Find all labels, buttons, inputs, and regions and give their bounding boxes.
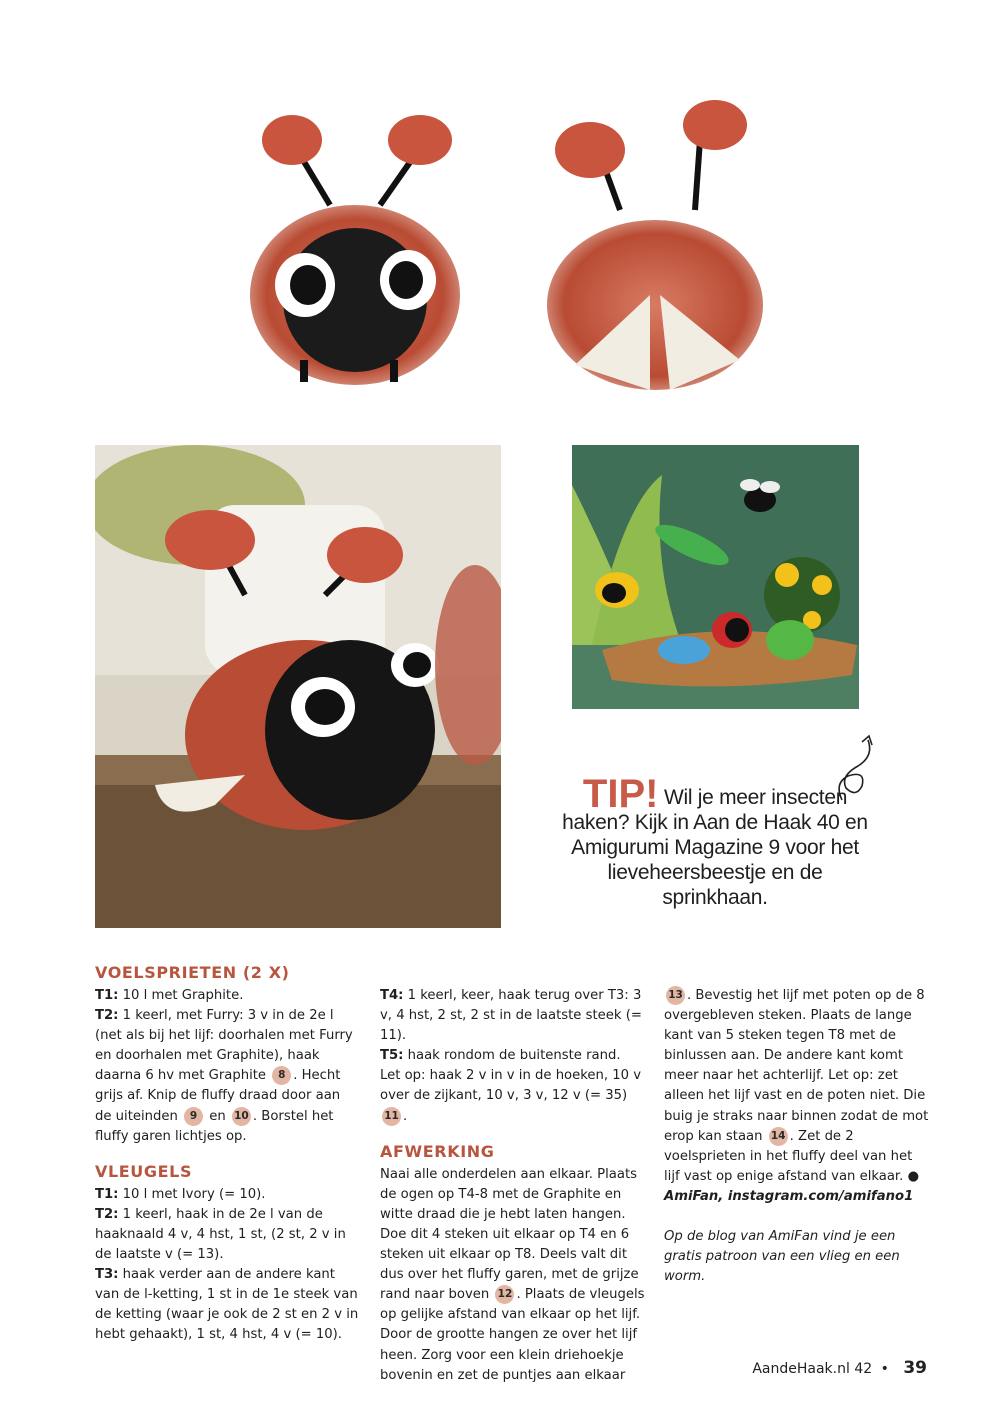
- tip-text: Wil je meer insecten haken? Kijk in Aan de Haak 40 en Amigurumi Magazine 9 voor het lieveheersbeestje en de sprinkhaan.: [562, 786, 868, 909]
- column-3: [664, 986, 929, 1287]
- column-2: [380, 986, 645, 1386]
- vleugels-t1: T1: 10 l met Ivory (= 10).: [95, 1186, 266, 1202]
- step-badge-8: 8: [272, 1066, 291, 1085]
- step-badge-10: 10: [232, 1107, 251, 1126]
- top-photo-moths: [180, 95, 830, 405]
- step-badge-9: 9: [184, 1107, 203, 1126]
- moth-back: [547, 100, 763, 390]
- step-badge-14: 14: [769, 1127, 788, 1146]
- section-title-vleugels: VLEUGELS: [95, 1161, 193, 1181]
- page-footer: [752, 1358, 927, 1378]
- column-1: [95, 960, 360, 1346]
- step-badge-11: 11: [382, 1107, 401, 1126]
- step-badge-13: 13: [666, 986, 685, 1005]
- right-photo-insects-plants: [572, 445, 859, 709]
- vleugels-t5: T5: haak rondom de buitenste rand. Let op: haak 2 v in v in de hoeken, 10 v over de zijkant, 10 v, 3 v, 12 v (= 35) 11 .: [380, 1048, 642, 1124]
- designer-credit: AmiFan, instagram.com/amifano1: [664, 1188, 914, 1204]
- footer-bullet: •: [880, 1361, 889, 1377]
- afwerking-continued: 13 . Bevestig het lijf met poten op de 8 overgebleven steken. Plaats de lange kant van 5 steken tegen T8 met de binlussen aan. De andere kant komt meer naar het achterlijf. Let op: zet alleen het lijf vast en de poten niet. Die buig je straks naar binnen zodat de mot erop kan staan 14 . Zet de 2 voelsprieten in het fluffy deel van het lijf vast op enige afstand van elkaar. ●: [664, 988, 929, 1184]
- left-photo-moth-on-wood: [95, 445, 501, 928]
- footer-site: AandeHaak.nl 42: [752, 1361, 873, 1377]
- tip-box: [560, 772, 870, 910]
- section-title-voelsprieten: VOELSPRIETEN (2 X): [95, 963, 290, 982]
- moth-front: [250, 115, 460, 385]
- voelsprieten-t1: T1: 10 l met Graphite.: [95, 988, 244, 1003]
- afwerking-text: Naai alle onderdelen aan elkaar. Plaats de ogen op T4-8 met de Graphite en witte draad die je hebt laten hangen. Doe dit 4 steken uit elkaar op T4 en 6 steken uit elkaar op T8. Deels valt dit dus over het fluffy garen, met de grijze rand naar boven 12 . Plaats de vleugels op gelijke afstand van elkaar op het lijf. Door de grootte hangen ze over het lijf heen. Zorg voor een klein driehoekje bovenin en zet de puntjes aan elkaar: [380, 1166, 645, 1383]
- vleugels-t2: T2: 1 keerl, haak in de 2e l van de haaknaald 4 v, 4 hst, 1 st, (2 st, 2 v in de laatste v (= 13).: [95, 1206, 346, 1263]
- step-badge-12: 12: [495, 1285, 514, 1304]
- section-title-afwerking: AFWERKING: [380, 1141, 495, 1161]
- vleugels-t3: T3: haak verder aan de andere kant van de l-ketting, 1 st in de 1e steek van de ketting (waar je ook de 2 st en 2 v in hebt gehaakt), 1 st, 4 hst, 4 v (= 10).: [95, 1267, 359, 1343]
- page-number: 39: [903, 1358, 927, 1378]
- tip-label: TIP!: [582, 772, 659, 816]
- voelsprieten-t2: T2: 1 keerl, met Furry: 3 v in de 2e l (net als bij het lijf: doorhalen met Furry en doorhalen met Graphite), haak daarna 6 hv met Graphite 8 . Hecht grijs af. Knip de fluffy draad door aan de uiteinden 9 en 10 . Borstel het fluffy garen lichtjes op.: [95, 1008, 353, 1144]
- blog-note: Op de blog van AmiFan vind je een gratis patroon van een vlieg en een worm.: [664, 1229, 900, 1285]
- vleugels-t4: T4: 1 keerl, keer, haak terug over T3: 3 v, 4 hst, 2 st, 2 st in de laatste steek (= 11).: [380, 988, 642, 1044]
